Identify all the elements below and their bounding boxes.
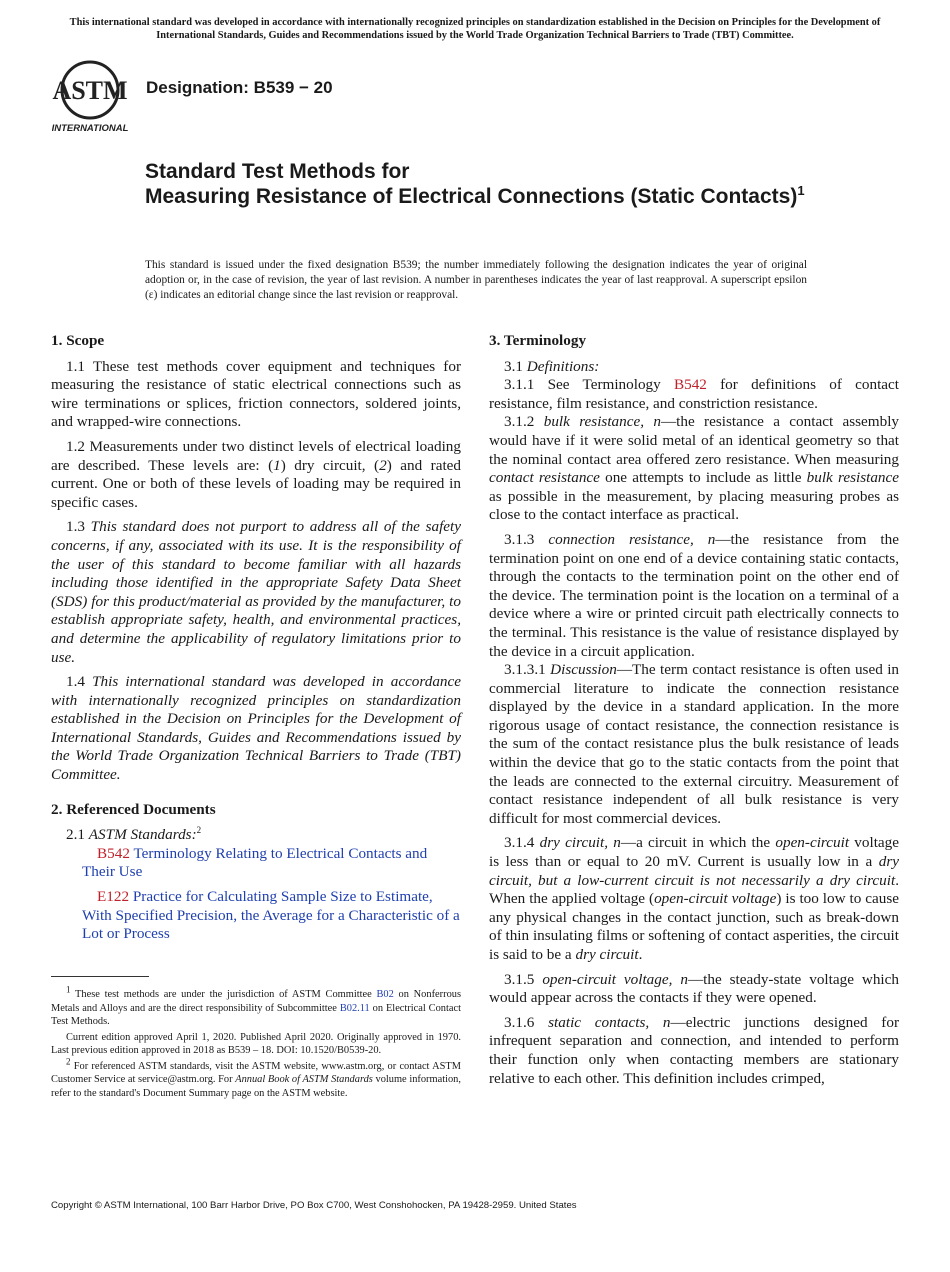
footnote-1-approval: Current edition approved April 1, 2020. Published April 2020. Originally approved in 1970. Last previous edition approved in 2018 as B539 – 18. DOI: 10.1520/B0539-20. bbox=[51, 1031, 461, 1056]
footnote-divider bbox=[51, 976, 149, 977]
document-title bbox=[145, 160, 845, 209]
logo-text: ASTM bbox=[52, 76, 128, 105]
link-b542[interactable]: B542 bbox=[97, 844, 130, 862]
link-b542-terminology[interactable]: B542 bbox=[673, 376, 707, 394]
link-e122[interactable]: E122 bbox=[97, 888, 130, 906]
astm-logo bbox=[52, 58, 136, 134]
reference-b542 bbox=[51, 845, 461, 882]
paragraph-3-1-4: 3.1.4 dry circuit, n—a circuit in which the open-circuit voltage is less than or equal to 20 mV. Current is usually low in a dry circuit, but a low-current circuit is not necessarily a dry circuit. When the applied voltage (open-circuit voltage) is too low to cause any physical changes in the contact junction, such as break-down of thin insulating films or softening of contact asperities, the circuit is said to be a dry circuit. bbox=[489, 834, 900, 963]
copyright-notice: Copyright © ASTM International, 100 Barr Harbor Drive, PO Box C700, West Conshohocken, PA 19428-2959. United States bbox=[51, 1200, 577, 1211]
paragraph-3-1-3-1: 3.1.3.1 Discussion—The term contact resistance is often used in commercial literature to indicate the connection resistance displayed by the device in a standard application. In the more rigorous usage of contact resistance, the connection resistance is the sum of the contact resistance plus the bulk resistance of leads within the device that go to the static contacts from the point that the leads are connected to the external circuitry. Measurement of contact resistance independent of all bulk resistance is very difficult for most commercial devices. bbox=[489, 661, 900, 827]
issue-statement: This standard is issued under the fixed designation B539; the number immediately following the designation indicates the year of original adoption or, in the case of revision, the year of last revision. A number in parentheses indicates the year of last reapproval. A superscript epsilon (ε) indicates an editorial change since the last revision or reapproval. bbox=[145, 259, 807, 301]
paragraph-2-1: 2.1 ASTM Standards:$^2$ bbox=[66, 825, 202, 844]
footnotes bbox=[51, 984, 461, 1102]
reference-e122 bbox=[51, 888, 461, 944]
paragraph-1-2: 1.2 Measurements under two distinct levels of electrical loading are described. These levels are: (1) dry circuit, (2) and rated current. One or both of these levels of loading may be required in specific cases. bbox=[51, 437, 461, 511]
paragraph-3-1-2: 3.1.2 bulk resistance, n—the resistance a contact assembly would have if it were solid metal of an identical geometry so that the nominal contact area offered zero resistance. When measuring contact resistance one attempts to include as little bulk resistance as possible in the measurement, by placing measuring probes as close to the contact interface as practical. bbox=[489, 413, 900, 524]
footnote-2: $^2$ For referenced ASTM standards, visit the ASTM website, www.astm.org, or contact ASTM Customer Service at service@astm.org. For Annual Book of ASTM Standards volume information, refer to the standard's Document Summary page on the ASTM website. bbox=[51, 1056, 461, 1099]
paragraph-3-1-3: 3.1.3 connection resistance, n—the resistance from the termination point on one end of a device containing static contacts, through the contacts to the termination point on the other end of the device. The termination point is the location on a terminal of a device where a wire or printed circuit path electrically connects to the terminal. This resistance is the value of resistance displayed by the device in a circuit application. bbox=[489, 530, 899, 660]
link-b02[interactable]: B02 bbox=[376, 989, 394, 1000]
paragraph-3-1-6: 3.1.6 static contacts, n—electric junctions designed for infrequent separation and connection, and intended to perform their function only when contacting members are stationary relative to each other. This definition includes crimped, bbox=[489, 1013, 900, 1087]
section-heading-referenced-documents: 2. Referenced Documents bbox=[51, 800, 216, 818]
logo-subtext: INTERNATIONAL bbox=[52, 123, 129, 134]
right-column bbox=[489, 332, 899, 1094]
section-heading-scope: 1. Scope bbox=[51, 332, 105, 349]
section-heading-terminology: 3. Terminology bbox=[489, 332, 587, 349]
title-footnote-mark: 1 bbox=[797, 182, 805, 198]
paragraph-1-4: 1.4 This international standard was developed in accordance with internationally recognized principles on standardization established in the Decision on Principles for the Development of International Standards, Guides and Recommendations issued by the World Trade Organization Technical Barriers to Trade (TBT) Committee. bbox=[51, 673, 462, 784]
paragraph-3-1: 3.1 Definitions: bbox=[504, 357, 600, 375]
link-e122-title[interactable]: Practice for Calculating Sample Size to Estimate, With Specified Precision, the Average for a Characteristic of a Lot or Process bbox=[82, 888, 460, 943]
link-b542-title[interactable]: Terminology Relating to Electrical Contacts and Their Use bbox=[82, 844, 428, 881]
paragraph-1-1: 1.1 These test methods cover equipment and techniques for measuring the resistance of static electrical connections such as wire terminations or splices, friction connectors, soldered joints, and wrapped-wire connections. bbox=[51, 357, 461, 431]
title-line-1: Standard Test Methods for bbox=[145, 160, 410, 183]
left-column bbox=[51, 332, 461, 950]
paragraph-1-3: 1.3 This standard does not purport to address all of the safety concerns, if any, associated with its use. It is the responsibility of the user of this standard to become familiar with all hazards including those identified in the appropriate Safety Data Sheet (SDS) for this product/material as provided by the manufacturer, to establish appropriate safety, health, and environmental practices, and determine the applicability of regulatory limitations prior to use. bbox=[51, 518, 462, 666]
footnote-1: $^1$ These test methods are under the jurisdiction of ASTM Committee B02 on Nonferrous Metals and Alloys and are the direct responsibility of Subcommittee B02.11 on Electrical Contact Test Methods. bbox=[51, 984, 461, 1027]
header-note: This international standard was developed in accordance with internationally recognized principles on standardization established in the Decision on Principles for the Development of International Standards, Guides and Recommendations issued by the World Trade Organization Technical Barriers to Trade (TBT) Committee. bbox=[69, 17, 881, 41]
title-line-2: Measuring Resistance of Electrical Connections (Static Contacts)$^1$ bbox=[145, 182, 805, 208]
designation: Designation: B539 − 20 bbox=[146, 78, 333, 97]
paragraph-3-1-1: 3.1.1 See Terminology B542 for definitions of contact resistance, film resistance, and constriction resistance. bbox=[489, 376, 899, 412]
link-b02-11[interactable]: B02.11 bbox=[339, 1002, 370, 1014]
paragraph-3-1-5: 3.1.5 open-circuit voltage, n—the steady-state voltage which would appear across the contacts if they were opened. bbox=[489, 970, 899, 1007]
